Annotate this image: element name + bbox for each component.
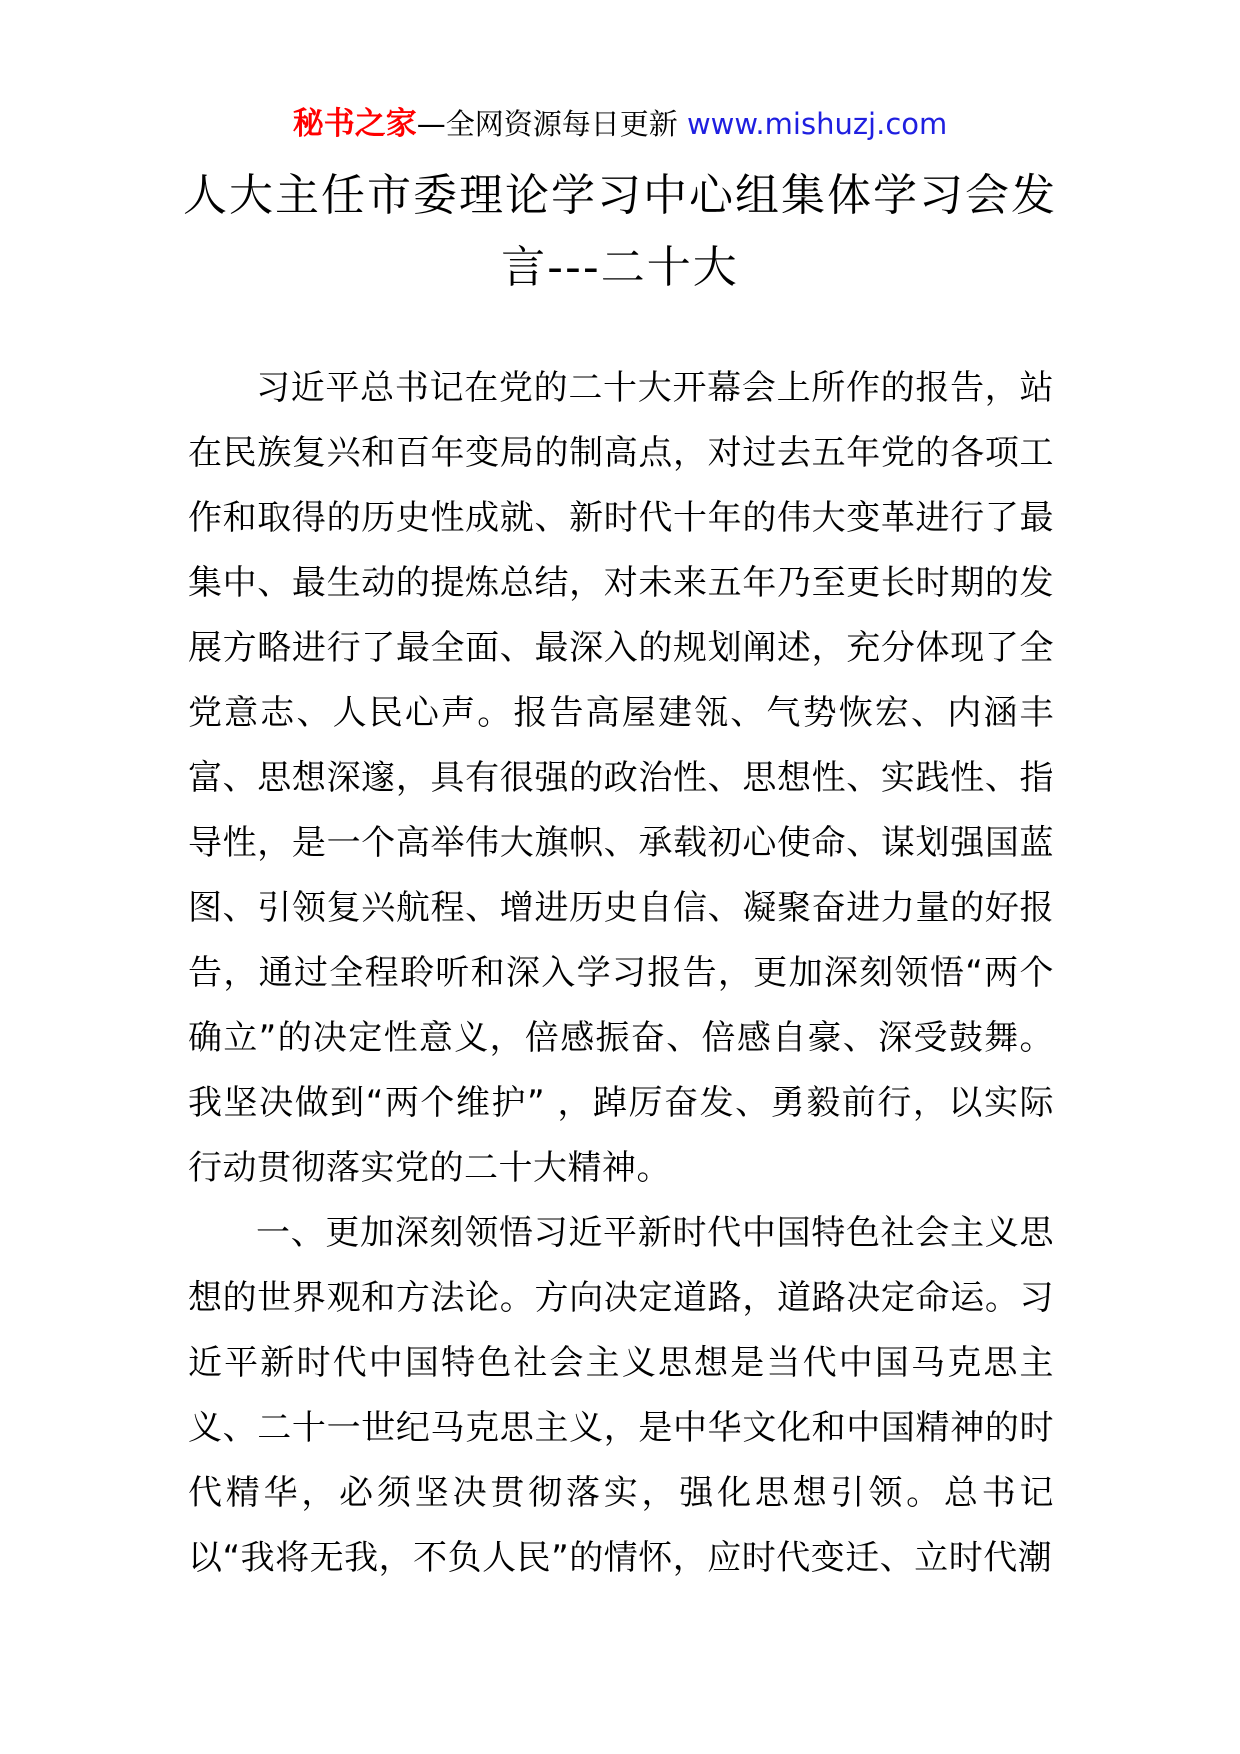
brand-name: 秘书之家 — [292, 106, 417, 142]
paragraph-intro: 习近平总书记在党的二十大开幕会上所作的报告，站在民族复兴和百年变局的制高点，对过去五年党的各项工作和取得的历史性成就、新时代十年的伟大变革进行了最集中、最生动的提炼总结，对未来五年乃至更长时期的发展方略进行了最全面、最深入的规划阐述，充分体现了全党意志、人民心声。报告高屋建瓴、气势恢宏、内涵丰富、思想深邃，具有很强的政治性、思想性、实践性、指导性，是一个高举伟大旗帜、承载初心使命、谋划强国蓝图、引领复兴航程、增进历史自信、凝聚奋进力量的好报告，通过全程聆听和深入学习报告，更加深刻领悟“两个确立”的决定性意义，倍感振奋、倍感自豪、深受鼓舞。我坚决做到“两个维护” ，踔厉奋发、勇毅前行，以实际行动贯彻落实党的二十大精神。 — [188, 368, 1054, 1188]
site-header — [0, 104, 1240, 144]
document-title: 人大主任市委理论学习中心组集体学习会发言---二十大 — [183, 170, 1057, 293]
document-body — [188, 356, 1054, 1591]
header-tagline: —全网资源每日更新 — [416, 107, 687, 141]
site-url: www.mishuzj.com — [686, 107, 948, 141]
paragraph-section-one: 一、更加深刻领悟习近平新时代中国特色社会主义思想的世界观和方法论。方向决定道路，道路决定命运。习近平新时代中国特色社会主义思想是当代中国马克思主义、二十一世纪马克思主义，是中华文化和中国精神的时代精华，必须坚决贯彻落实，强化思想引领。总书记以“我将无我，不负人民”的情怀，应时代变迁、立时代潮 — [188, 1213, 1054, 1578]
